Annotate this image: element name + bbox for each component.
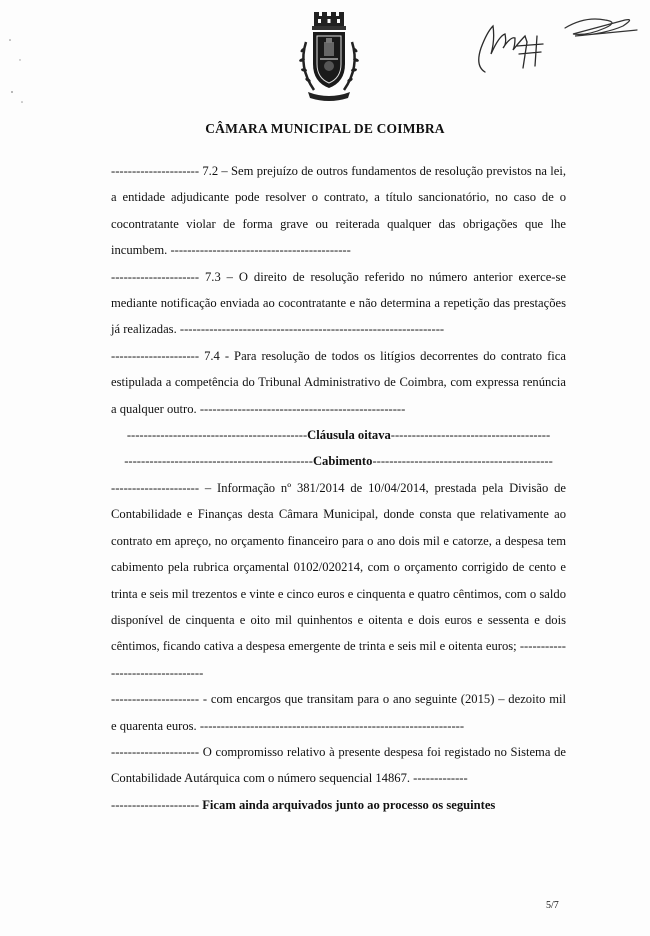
paragraph-7-4: --------------------- 7.4 - Para resolução de todos os litígios decorrentes do contrato fica estipulada a competência do Tribunal Administrativo de Coimbra, com expressa renúncia a qualquer outro. -------------------------------------------------: [111, 348, 566, 416]
scan-specks: [0, 30, 30, 110]
heading-lead-dashes: ---------------------------------------------: [124, 454, 313, 469]
paragraph-arquivados: [111, 792, 566, 818]
heading-lead-dashes: -------------------------------------------: [126, 428, 308, 443]
section-heading-clausula-oitava: [111, 422, 566, 448]
handwritten-signature: [455, 6, 640, 78]
paragraph-7-3: --------------------- 7.3 – O direito de resolução referido no número anterior exerce-se mediante notificação enviada ao cocontratante e não determina a repetição das prestações já realizadas. ---------------------------------------------------------------: [111, 269, 566, 337]
paragraph-compromisso: --------------------- O compromisso relativo à presente despesa foi registado no Sistema de Contabilidade Autárquica com o número sequencial 14867. -------------: [111, 744, 566, 786]
paragraph-lead-dashes: ---------------------: [111, 797, 200, 812]
page-title: CÂMARA MUNICIPAL DE COIMBRA: [205, 121, 445, 136]
section-heading-cabimento: [111, 448, 566, 474]
heading-trail-dashes: --------------------------------------: [390, 428, 551, 443]
heading-title: Cabimento: [312, 454, 373, 469]
paragraph-7-2: --------------------- 7.2 – Sem prejuízo de outros fundamentos de resolução previstos na lei, a entidade adjudicante pode resolver o contrato, a título sancionatório, no caso de o cocontratante violar de forma grave ou reiterada qualquer das obrigações que lhe incumbem. -------------------------------------------: [111, 164, 566, 258]
paragraph-bold-text: Ficam ainda arquivados junto ao processo os seguintes: [202, 797, 496, 812]
heading-title: Cláusula oitava: [307, 428, 391, 443]
document-body: [111, 158, 566, 818]
page-number: 5/7: [546, 900, 559, 911]
municipal-coat-of-arms-icon: [296, 12, 362, 102]
heading-trail-dashes: -------------------------------------------: [372, 454, 553, 469]
paragraph-encargos: --------------------- - com encargos que transitam para o ano seguinte (2015) – dezoito mil e quarenta euros. ---------------------------------------------------------------: [111, 692, 566, 733]
paragraph-informacao: --------------------- – Informação nº 381/2014 de 10/04/2014, prestada pela Divisão de Contabilidade e Finanças desta Câmara Municipal, donde consta que relativamente ao contrato em apreço, no orçamento financeiro para o ano dois mil e catorze, a despesa tem cabimento pela rubrica orçamental 0102/020214, com o orçamento corrigido de cento e trinta e seis mil trezentos e vinte e cinco euros e cinquenta e quatro cêntimos, com o saldo disponível de cinquenta e oito mil quinhentos e oitenta e dois euros e sessenta e dois cêntimos, ficando cativa a despesa emergente de trinta e seis mil e oitenta euros; ---------------------------------: [111, 480, 566, 680]
